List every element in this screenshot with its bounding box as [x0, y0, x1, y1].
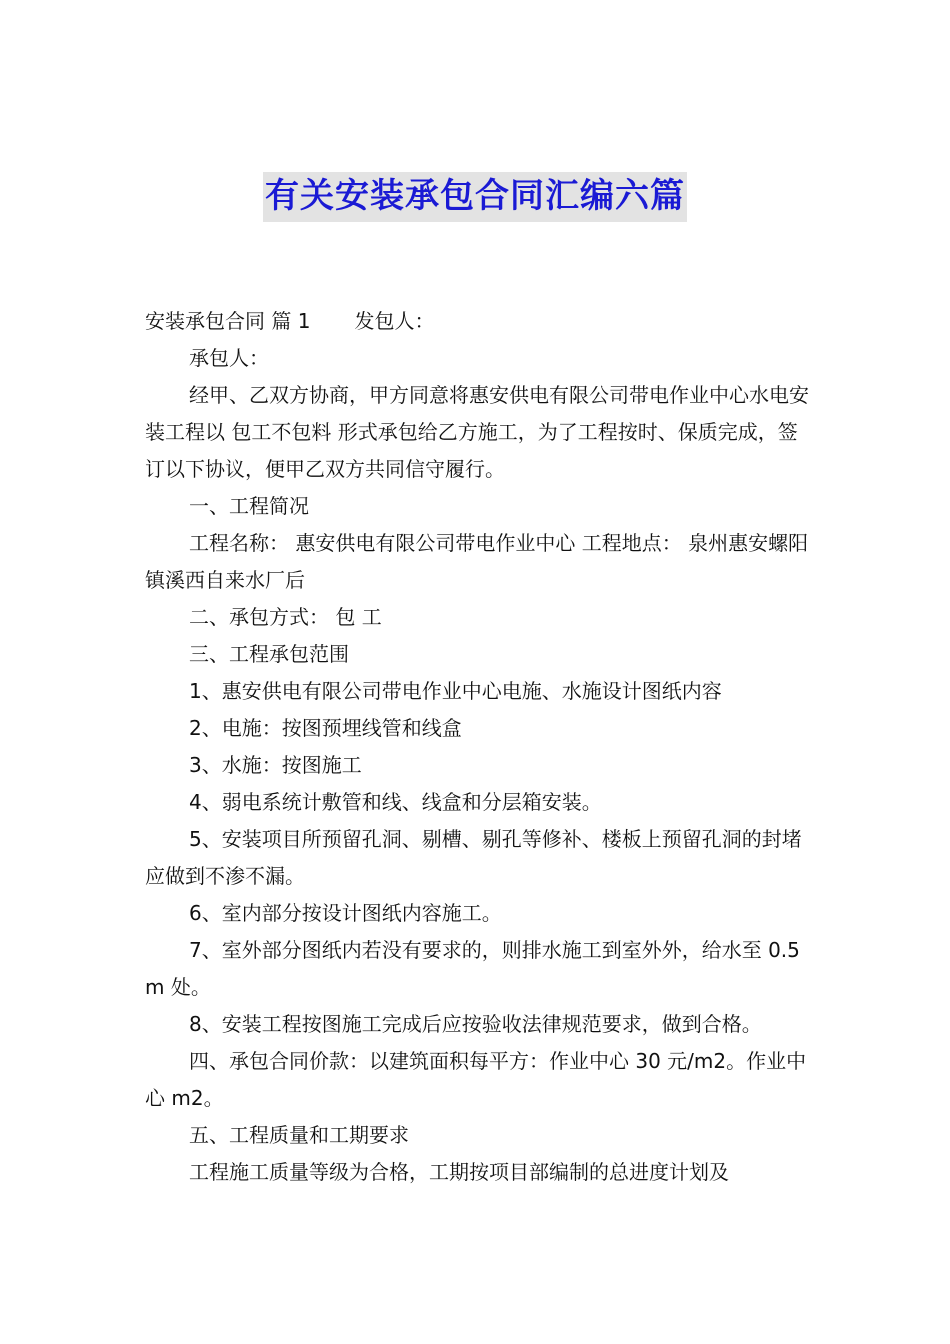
paragraph: 3、水施：按图施工	[189, 753, 362, 777]
paragraph: 8、安装工程按图施工完成后应按验收法律规范要求，做到合格。	[189, 1012, 762, 1036]
paragraph: 工程施工质量等级为合格，工期按项目部编制的总进度计划及	[189, 1160, 729, 1184]
paragraph: 6、室内部分按设计图纸内容施工。	[189, 901, 502, 925]
paragraph: 四、承包合同价款：以建筑面积每平方：作业中心 30 元/m2。作业中心 m2。	[145, 1049, 807, 1110]
paragraph: 工程名称： 惠安供电有限公司带电作业中心 工程地点： 泉州惠安螺阳镇溪西自来水厂后	[145, 531, 809, 592]
paragraph: 2、电施：按图预埋线管和线盒	[189, 716, 462, 740]
paragraph: 1、惠安供电有限公司带电作业中心电施、水施设计图纸内容	[189, 679, 722, 703]
paragraph: 一、工程简况	[189, 494, 309, 518]
paragraph: 二、承包方式： 包 工	[189, 605, 382, 629]
paragraph: 经甲、乙双方协商，甲方同意将惠安供电有限公司带电作业中心水电安装工程以 包工不包料 形式承包给乙方施工，为了工程按时、保质完成，签订以下协议，便甲乙双方共同信守履行。	[145, 383, 809, 481]
title-container	[0, 172, 950, 222]
section-heading-line	[145, 303, 810, 340]
paragraph: 承包人：	[189, 346, 269, 370]
paragraph: 5、安装项目所预留孔洞、剔槽、剔孔等修补、楼板上预留孔洞的封堵应做到不渗不漏。	[145, 827, 802, 888]
paragraph: 三、工程承包范围	[189, 642, 349, 666]
section-heading: 安装承包合同 篇 1	[145, 309, 311, 333]
paragraph: 4、弱电系统计敷管和线、线盒和分层箱安装。	[189, 790, 602, 814]
employer-label: 发包人：	[354, 309, 435, 333]
document-body	[145, 303, 810, 1191]
document-title: 有关安装承包合同汇编六篇	[263, 172, 687, 222]
paragraph: 7、室外部分图纸内若没有要求的，则排水施工到室外外，给水至 0.5 m 处。	[145, 938, 800, 999]
paragraph: 五、工程质量和工期要求	[189, 1123, 409, 1147]
